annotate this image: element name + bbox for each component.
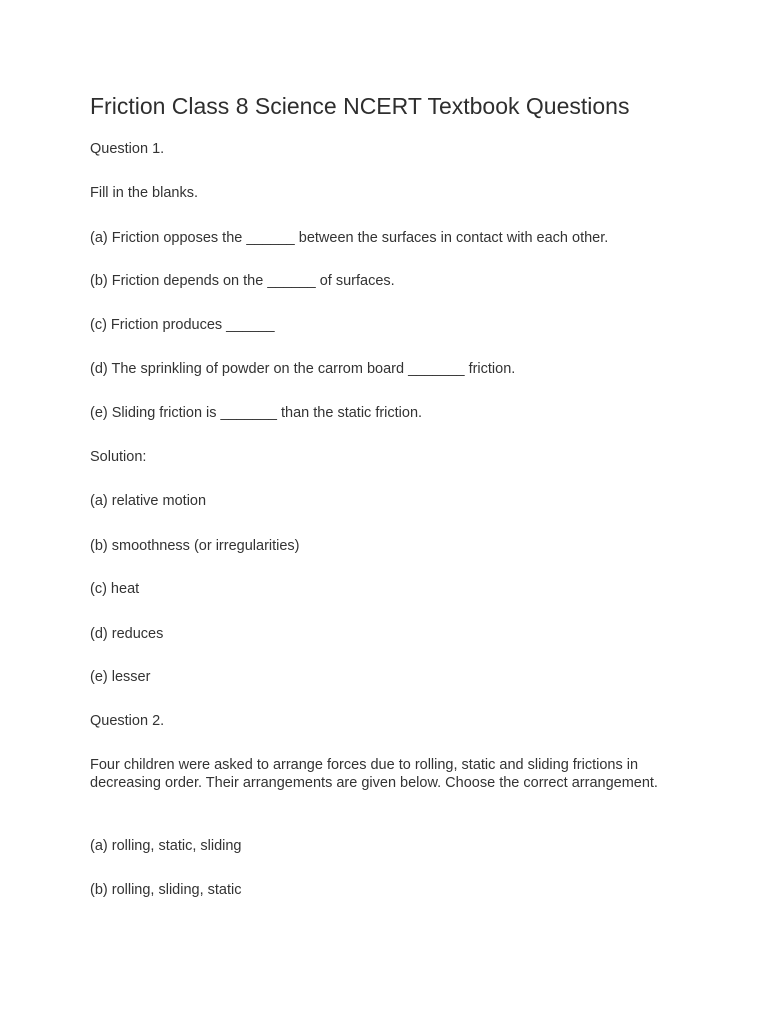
question-1-item-c: (c) Friction produces ______: [90, 317, 275, 333]
solution-e: (e) lesser: [90, 669, 151, 685]
question-1-item-a: (a) Friction opposes the ______ between the surfaces in contact with each other.: [90, 230, 609, 246]
question-1-label: Question 1.: [90, 141, 165, 157]
solution-a: (a) relative motion: [90, 493, 207, 509]
question-1-item-b: (b) Friction depends on the ______ of surfaces.: [90, 273, 395, 289]
document-title: Friction Class 8 Science NCERT Textbook Questions: [90, 93, 630, 119]
question-2-option-a: (a) rolling, static, sliding: [90, 838, 242, 854]
question-1-instruction: Fill in the blanks.: [90, 185, 198, 201]
question-2-label: Question 2.: [90, 713, 165, 729]
solution-b: (b) smoothness (or irregularities): [90, 538, 300, 554]
solution-c: (c) heat: [90, 581, 140, 597]
question-1-item-e: (e) Sliding friction is _______ than the static friction.: [90, 405, 423, 421]
question-2-option-b: (b) rolling, sliding, static: [90, 882, 242, 898]
question-2-text: Four children were asked to arrange forces due to rolling, static and sliding frictions in decreasing order. Their arrangements are given below. Choose the correct arrangement.: [90, 757, 658, 791]
solution-label: Solution:: [90, 449, 147, 465]
question-1-item-d: (d) The sprinkling of powder on the carrom board _______ friction.: [90, 361, 516, 377]
solution-d: (d) reduces: [90, 626, 164, 642]
